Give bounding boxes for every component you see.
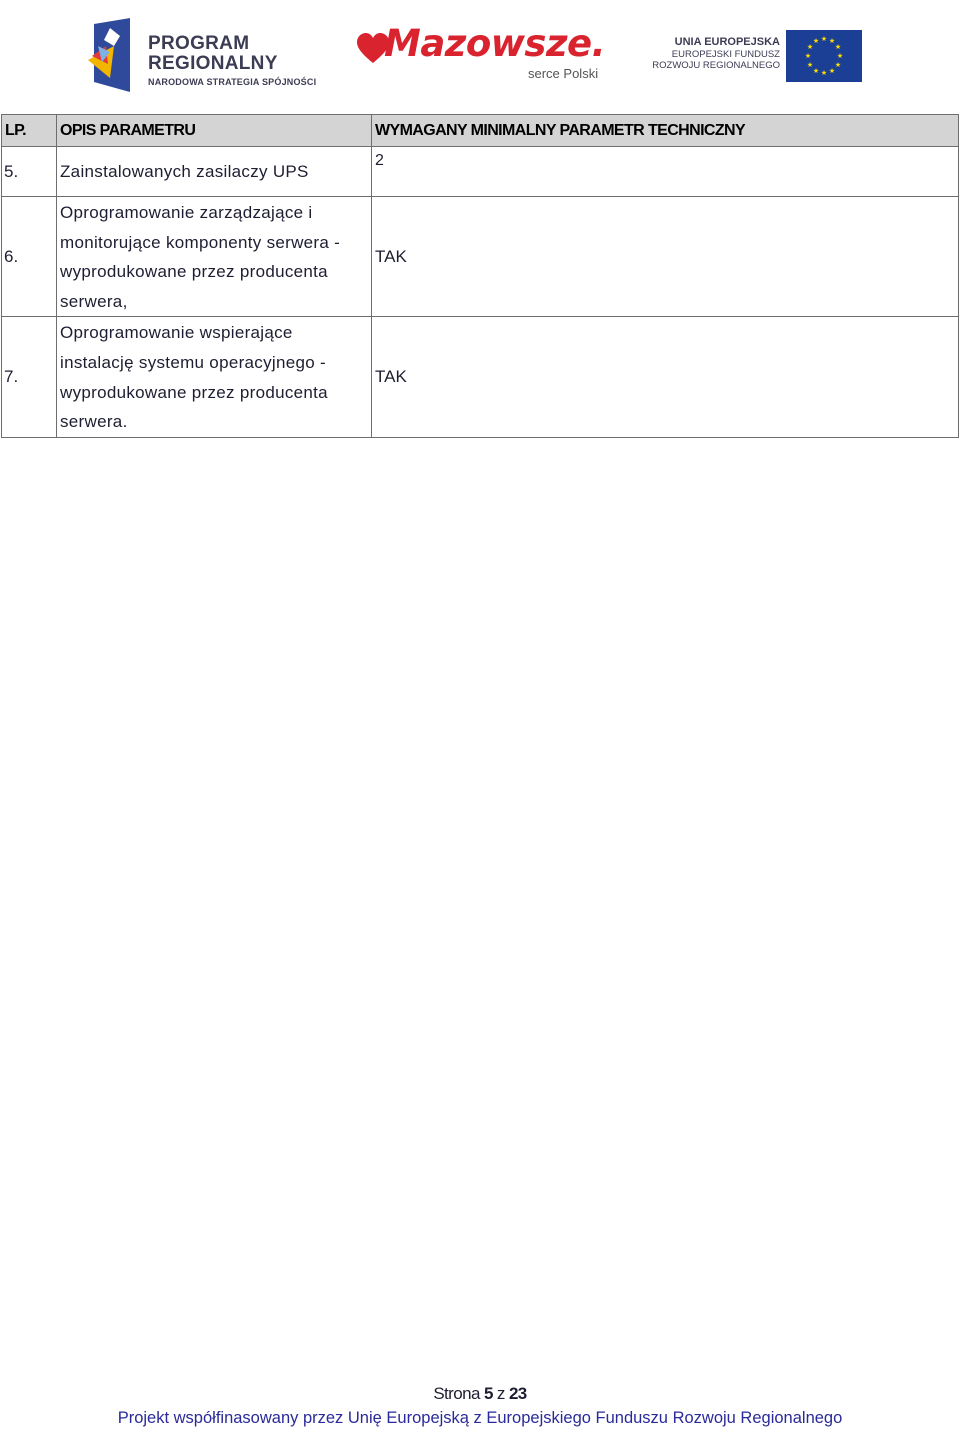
eu-flag-icon	[786, 30, 862, 82]
row-wymagany: TAK	[372, 197, 959, 317]
page-current: 5	[483, 1384, 493, 1403]
row-wymagany: TAK	[372, 317, 959, 437]
project-cofinancing-note: Projekt współfinasowany przez Unię Europejską z Europejskiego Funduszu Rozwoju Regionalnego	[117, 1409, 843, 1427]
page-number	[0, 1384, 960, 1404]
svg-text:★: ★	[804, 52, 812, 60]
row-wymagany: 2	[372, 147, 959, 197]
program-logo-line2: REGIONALNY	[148, 53, 278, 74]
eu-logo-line1: UNIA EUROPEJSKA	[674, 36, 780, 48]
row-lp: 7.	[2, 317, 57, 437]
mazowsze-tagline: serce Polski	[528, 66, 599, 81]
header-logos	[0, 0, 960, 112]
mazowsze-logo	[356, 22, 612, 86]
svg-text:★: ★	[836, 52, 844, 60]
svg-text:★: ★	[806, 43, 814, 51]
table-row	[2, 147, 959, 197]
svg-text:★: ★	[828, 37, 836, 45]
header-opis-parametru: OPIS PARAMETRU	[57, 115, 372, 147]
parameters-table-wrapper	[1, 114, 958, 438]
parameters-table	[1, 114, 959, 438]
svg-text:★: ★	[820, 35, 828, 43]
row-lp: 6.	[2, 197, 57, 317]
eu-logo	[646, 30, 864, 84]
svg-text:★: ★	[812, 37, 820, 45]
program-logo-line1: PROGRAM	[148, 33, 250, 54]
svg-text:★: ★	[812, 67, 820, 75]
eu-logo-line3: ROZWOJU REGIONALNEGO	[652, 60, 780, 71]
page-total: 23	[508, 1384, 527, 1403]
program-regionalny-logo	[84, 16, 324, 96]
row-opis: Oprogramowanie wspierające instalację systemu operacyjnego - wyprodukowane przez producenta serwera.	[57, 317, 372, 437]
svg-text:★: ★	[820, 69, 828, 77]
page-separator: z	[496, 1384, 505, 1403]
table-row	[2, 317, 959, 437]
table-header-row	[2, 115, 959, 147]
page-prefix: Strona	[433, 1384, 480, 1403]
svg-text:★: ★	[828, 67, 836, 75]
svg-text:★: ★	[834, 61, 842, 69]
eu-logo-line2: EUROPEJSKI FUNDUSZ	[671, 49, 780, 60]
header-lp: LP.	[2, 115, 57, 147]
svg-text:★: ★	[806, 61, 814, 69]
program-regionalny-emblem-icon	[84, 16, 144, 96]
row-lp: 5.	[2, 147, 57, 197]
row-opis: Zainstalowanych zasilaczy UPS	[57, 147, 372, 197]
program-logo-line3: NARODOWA STRATEGIA SPÓJNOŚCI	[148, 77, 317, 87]
row-opis: Oprogramowanie zarządzające i monitorujące komponenty serwera - wyprodukowane przez producenta serwera,	[57, 197, 372, 317]
mazowsze-wordmark: Mazowsze.	[384, 22, 606, 65]
table-row	[2, 197, 959, 317]
header-wymagany-parametr: WYMAGANY MINIMALNY PARAMETR TECHNICZNY	[372, 115, 959, 147]
svg-text:★: ★	[834, 43, 842, 51]
